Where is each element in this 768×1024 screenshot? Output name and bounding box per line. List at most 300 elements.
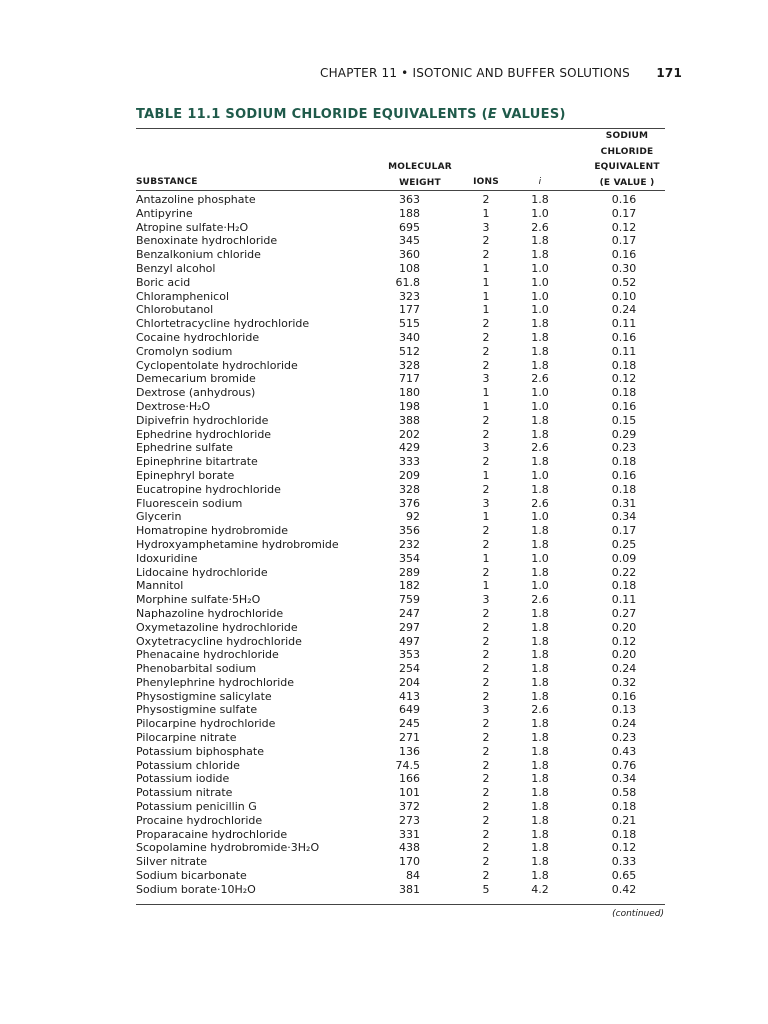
e-value-cell: 0.13 — [611, 703, 637, 717]
molecular-weight-cell: 649 — [399, 703, 420, 717]
e-value-cell: 0.18 — [611, 455, 637, 469]
substance-cell: Dipivefrin hydrochloride — [136, 413, 269, 427]
table-row — [0, 759, 768, 773]
e-value-cell: 0.58 — [611, 786, 637, 800]
table-title-suffix: VALUES) — [497, 107, 566, 122]
e-value-cell: 0.20 — [611, 620, 637, 634]
i-cell: 1.8 — [531, 869, 549, 883]
column-header-nacl-line2: CHLORIDE — [600, 146, 654, 157]
molecular-weight-cell: 354 — [399, 551, 420, 565]
ions-cell: 2 — [482, 606, 490, 620]
e-value-cell: 0.10 — [611, 289, 637, 303]
ions-cell: 2 — [482, 482, 490, 496]
e-value-cell: 0.42 — [611, 882, 637, 896]
substance-cell: Pilocarpine nitrate — [136, 731, 237, 745]
ions-cell: 1 — [482, 275, 490, 289]
column-header-nacl-line1: SODIUM — [605, 131, 649, 141]
ions-cell: 3 — [482, 372, 490, 386]
table-title — [136, 107, 566, 122]
molecular-weight-cell: 360 — [399, 248, 420, 262]
substance-cell: Potassium biphosphate — [136, 744, 264, 758]
column-header-nacl-equivalent — [588, 129, 666, 191]
substance-cell: Benzyl alcohol — [136, 261, 216, 275]
molecular-weight-cell: 170 — [399, 855, 420, 869]
molecular-weight-cell: 84 — [406, 869, 420, 883]
table-row — [0, 538, 768, 552]
substance-cell: Boric acid — [136, 275, 191, 289]
substance-cell: Glycerin — [136, 510, 182, 524]
molecular-weight-cell: 74.5 — [395, 758, 420, 772]
table-row — [0, 359, 768, 373]
e-value-cell: 0.24 — [611, 717, 637, 731]
i-cell: 2.6 — [531, 220, 549, 234]
i-cell: 1.8 — [531, 758, 549, 772]
e-value-cell: 0.09 — [611, 551, 637, 565]
e-value-cell: 0.12 — [611, 372, 637, 386]
table-row — [0, 483, 768, 497]
ions-cell: 2 — [482, 675, 490, 689]
substance-cell: Sodium bicarbonate — [136, 869, 247, 883]
molecular-weight-cell: 273 — [399, 813, 420, 827]
e-value-cell: 0.18 — [611, 800, 637, 814]
i-cell: 1.8 — [531, 620, 549, 634]
running-header — [0, 66, 768, 82]
molecular-weight-cell: 356 — [399, 524, 420, 538]
ions-cell: 2 — [482, 869, 490, 883]
e-value-cell: 0.24 — [611, 662, 637, 676]
substance-cell: Chlortetracycline hydrochloride — [136, 317, 310, 331]
e-value-cell: 0.12 — [611, 634, 637, 648]
ions-cell: 1 — [482, 399, 490, 413]
molecular-weight-cell: 328 — [399, 482, 420, 496]
i-cell: 1.8 — [531, 524, 549, 538]
i-cell: 1.8 — [531, 744, 549, 758]
e-value-cell: 0.18 — [611, 579, 637, 593]
table-row — [0, 883, 768, 897]
e-value-cell: 0.11 — [611, 593, 637, 607]
substance-cell: Hydroxyamphetamine hydrobromide — [136, 537, 339, 551]
i-cell: 1.8 — [531, 358, 549, 372]
molecular-weight-cell: 188 — [399, 206, 420, 220]
molecular-weight-cell: 381 — [399, 882, 420, 896]
table-row — [0, 248, 768, 262]
e-value-cell: 0.16 — [611, 468, 637, 482]
page-number: 171 — [656, 66, 682, 80]
table-row — [0, 428, 768, 442]
ions-cell: 3 — [482, 593, 490, 607]
molecular-weight-cell: 429 — [399, 441, 420, 455]
e-value-cell: 0.16 — [611, 689, 637, 703]
table-row — [0, 262, 768, 276]
molecular-weight-cell: 108 — [399, 261, 420, 275]
e-value-cell: 0.11 — [611, 317, 637, 331]
substance-cell: Cocaine hydrochloride — [136, 330, 260, 344]
molecular-weight-cell: 92 — [406, 510, 420, 524]
table-row — [0, 400, 768, 414]
column-header-nacl-line4: (E VALUE ) — [599, 177, 655, 188]
i-cell: 1.0 — [531, 386, 549, 400]
table-row — [0, 497, 768, 511]
i-cell: 1.0 — [531, 551, 549, 565]
e-value-cell: 0.23 — [611, 731, 637, 745]
substance-cell: Sodium borate·10H₂O — [136, 882, 256, 896]
molecular-weight-cell: 497 — [399, 634, 420, 648]
i-cell: 1.8 — [531, 234, 549, 248]
ions-cell: 3 — [482, 703, 490, 717]
molecular-weight-cell: 61.8 — [395, 275, 420, 289]
substance-cell: Epinephrine bitartrate — [136, 455, 258, 469]
substance-cell: Chlorobutanol — [136, 303, 214, 317]
ions-cell: 2 — [482, 234, 490, 248]
i-cell: 1.8 — [531, 786, 549, 800]
substance-cell: Mannitol — [136, 579, 184, 593]
table-row — [0, 331, 768, 345]
ions-cell: 2 — [482, 427, 490, 441]
chapter-title: CHAPTER 11 • ISOTONIC AND BUFFER SOLUTIONS — [319, 66, 630, 80]
molecular-weight-cell: 198 — [399, 399, 420, 413]
ions-cell: 2 — [482, 662, 490, 676]
table-row — [0, 207, 768, 221]
substance-cell: Phenacaine hydrochloride — [136, 648, 279, 662]
table-row — [0, 372, 768, 386]
molecular-weight-cell: 328 — [399, 358, 420, 372]
e-value-cell: 0.17 — [611, 234, 637, 248]
molecular-weight-cell: 695 — [399, 220, 420, 234]
ions-cell: 2 — [482, 524, 490, 538]
i-cell: 1.0 — [531, 275, 549, 289]
table-bottom-rule — [136, 904, 665, 905]
e-value-cell: 0.34 — [611, 772, 637, 786]
table-row — [0, 290, 768, 304]
ions-cell: 1 — [482, 261, 490, 275]
table-row — [0, 593, 768, 607]
substance-cell: Proparacaine hydrochloride — [136, 827, 288, 841]
ions-cell: 2 — [482, 330, 490, 344]
table-row — [0, 455, 768, 469]
i-cell: 1.8 — [531, 413, 549, 427]
molecular-weight-cell: 515 — [399, 317, 420, 331]
column-header-mw-line1: MOLECULAR — [388, 162, 452, 172]
table-row — [0, 745, 768, 759]
i-cell: 1.8 — [531, 634, 549, 648]
i-cell: 1.0 — [531, 261, 549, 275]
ions-cell: 2 — [482, 634, 490, 648]
substance-cell: Idoxuridine — [136, 551, 198, 565]
e-value-cell: 0.16 — [611, 248, 637, 262]
molecular-weight-cell: 166 — [399, 772, 420, 786]
i-cell: 1.8 — [531, 455, 549, 469]
i-cell: 1.8 — [531, 827, 549, 841]
table-row — [0, 662, 768, 676]
table-row — [0, 841, 768, 855]
table-row — [0, 441, 768, 455]
table-row — [0, 469, 768, 483]
i-cell: 1.0 — [531, 468, 549, 482]
table-row — [0, 524, 768, 538]
ions-cell: 2 — [482, 358, 490, 372]
ions-cell: 3 — [482, 441, 490, 455]
i-cell: 1.8 — [531, 427, 549, 441]
e-value-cell: 0.65 — [611, 869, 637, 883]
ions-cell: 2 — [482, 248, 490, 262]
table-row — [0, 607, 768, 621]
substance-cell: Physostigmine sulfate — [136, 703, 258, 717]
molecular-weight-cell: 271 — [399, 731, 420, 745]
substance-cell: Naphazoline hydrochloride — [136, 606, 284, 620]
molecular-weight-cell: 353 — [399, 648, 420, 662]
table-row — [0, 648, 768, 662]
e-value-cell: 0.29 — [611, 427, 637, 441]
i-cell: 1.8 — [531, 855, 549, 869]
e-value-cell: 0.12 — [611, 220, 637, 234]
substance-cell: Potassium nitrate — [136, 786, 233, 800]
ions-cell: 2 — [482, 855, 490, 869]
molecular-weight-cell: 340 — [399, 330, 420, 344]
e-value-cell: 0.18 — [611, 827, 637, 841]
e-value-cell: 0.18 — [611, 386, 637, 400]
table-row — [0, 869, 768, 883]
e-value-cell: 0.17 — [611, 206, 637, 220]
i-cell: 1.8 — [531, 841, 549, 855]
ions-cell: 3 — [482, 220, 490, 234]
i-cell: 1.0 — [531, 510, 549, 524]
i-cell: 1.0 — [531, 399, 549, 413]
table-row — [0, 786, 768, 800]
substance-cell: Cromolyn sodium — [136, 344, 233, 358]
ions-cell: 1 — [482, 510, 490, 524]
i-cell: 1.8 — [531, 675, 549, 689]
table-row — [0, 717, 768, 731]
substance-cell: Physostigmine salicylate — [136, 689, 272, 703]
substance-cell: Oxytetracycline hydrochloride — [136, 634, 302, 648]
i-cell: 1.8 — [531, 731, 549, 745]
ions-cell: 1 — [482, 303, 490, 317]
ions-cell: 2 — [482, 758, 490, 772]
table-row — [0, 621, 768, 635]
column-header-mw-line2: WEIGHT — [399, 177, 441, 188]
ions-cell: 2 — [482, 648, 490, 662]
molecular-weight-cell: 182 — [399, 579, 420, 593]
molecular-weight-cell: 254 — [399, 662, 420, 676]
molecular-weight-cell: 289 — [399, 565, 420, 579]
table-row — [0, 193, 768, 207]
ions-cell: 2 — [482, 744, 490, 758]
substance-cell: Antipyrine — [136, 206, 193, 220]
substance-cell: Silver nitrate — [136, 855, 208, 869]
substance-cell: Antazoline phosphate — [136, 193, 256, 206]
substance-cell: Phenobarbital sodium — [136, 662, 257, 676]
substance-cell: Atropine sulfate·H₂O — [136, 220, 249, 234]
table-body — [0, 193, 768, 897]
ions-cell: 1 — [482, 468, 490, 482]
substance-cell: Fluorescein sodium — [136, 496, 243, 510]
e-value-cell: 0.22 — [611, 565, 637, 579]
i-cell: 2.6 — [531, 441, 549, 455]
ions-cell: 2 — [482, 620, 490, 634]
e-value-cell: 0.23 — [611, 441, 637, 455]
substance-cell: Ephedrine hydrochloride — [136, 427, 272, 441]
substance-cell: Potassium iodide — [136, 772, 230, 786]
ions-cell: 1 — [482, 579, 490, 593]
ions-cell: 1 — [482, 289, 490, 303]
ions-cell: 2 — [482, 565, 490, 579]
molecular-weight-cell: 180 — [399, 386, 420, 400]
table-row — [0, 317, 768, 331]
substance-cell: Dextrose (anhydrous) — [136, 386, 256, 400]
ions-cell: 2 — [482, 344, 490, 358]
ions-cell: 2 — [482, 193, 490, 206]
e-value-cell: 0.33 — [611, 855, 637, 869]
molecular-weight-cell: 323 — [399, 289, 420, 303]
substance-cell: Potassium chloride — [136, 758, 240, 772]
table-row — [0, 855, 768, 869]
table-row — [0, 345, 768, 359]
i-cell: 2.6 — [531, 372, 549, 386]
table-row — [0, 772, 768, 786]
i-cell: 1.0 — [531, 579, 549, 593]
i-cell: 1.0 — [531, 206, 549, 220]
table-row — [0, 552, 768, 566]
table-row — [0, 386, 768, 400]
table-row — [0, 800, 768, 814]
i-cell: 1.8 — [531, 689, 549, 703]
i-cell: 1.8 — [531, 772, 549, 786]
substance-cell: Chloramphenicol — [136, 289, 230, 303]
i-cell: 1.8 — [531, 193, 549, 206]
table-row — [0, 703, 768, 717]
ions-cell: 2 — [482, 786, 490, 800]
i-cell: 1.8 — [531, 330, 549, 344]
i-cell: 2.6 — [531, 593, 549, 607]
ions-cell: 2 — [482, 537, 490, 551]
ions-cell: 2 — [482, 731, 490, 745]
molecular-weight-cell: 717 — [399, 372, 420, 386]
table-title-italic: E — [487, 107, 498, 122]
e-value-cell: 0.31 — [611, 496, 637, 510]
substance-cell: Morphine sulfate·5H₂O — [136, 593, 261, 607]
substance-cell: Procaine hydrochloride — [136, 813, 263, 827]
table-row — [0, 303, 768, 317]
substance-cell: Phenylephrine hydrochloride — [136, 675, 295, 689]
i-cell: 1.8 — [531, 537, 549, 551]
table-row — [0, 676, 768, 690]
e-value-cell: 0.18 — [611, 482, 637, 496]
molecular-weight-cell: 333 — [399, 455, 420, 469]
column-header-molecular-weight — [376, 160, 464, 191]
i-cell: 4.2 — [531, 882, 549, 896]
substance-cell: Homatropine hydrobromide — [136, 524, 289, 538]
table-row — [0, 731, 768, 745]
e-value-cell: 0.32 — [611, 675, 637, 689]
e-value-cell: 0.43 — [611, 744, 637, 758]
table-header-rule — [136, 190, 665, 191]
molecular-weight-cell: 297 — [399, 620, 420, 634]
substance-cell: Potassium penicillin G — [136, 800, 257, 814]
substance-cell: Dextrose·H₂O — [136, 399, 211, 413]
table-title-prefix: TABLE 11.1 SODIUM CHLORIDE EQUIVALENTS ( — [136, 107, 488, 122]
ions-cell: 2 — [482, 800, 490, 814]
table-top-rule — [136, 128, 665, 129]
ions-cell: 2 — [482, 455, 490, 469]
molecular-weight-cell: 177 — [399, 303, 420, 317]
ions-cell: 1 — [482, 206, 490, 220]
e-value-cell: 0.52 — [611, 275, 637, 289]
ions-cell: 1 — [482, 551, 490, 565]
e-value-cell: 0.34 — [611, 510, 637, 524]
ions-cell: 2 — [482, 827, 490, 841]
ions-cell: 1 — [482, 386, 490, 400]
i-cell: 1.8 — [531, 482, 549, 496]
molecular-weight-cell: 372 — [399, 800, 420, 814]
table-row — [0, 635, 768, 649]
molecular-weight-cell: 209 — [399, 468, 420, 482]
molecular-weight-cell: 438 — [399, 841, 420, 855]
e-value-cell: 0.11 — [611, 344, 637, 358]
continued-note: (continued) — [612, 909, 664, 919]
i-cell: 1.8 — [531, 800, 549, 814]
molecular-weight-cell: 247 — [399, 606, 420, 620]
e-value-cell: 0.15 — [611, 413, 637, 427]
e-value-cell: 0.24 — [611, 303, 637, 317]
i-cell: 1.8 — [531, 606, 549, 620]
substance-cell: Pilocarpine hydrochloride — [136, 717, 276, 731]
column-header-substance: SUBSTANCE — [136, 177, 198, 187]
e-value-cell: 0.30 — [611, 261, 637, 275]
molecular-weight-cell: 136 — [399, 744, 420, 758]
i-cell: 1.0 — [531, 303, 549, 317]
ions-cell: 5 — [482, 882, 490, 896]
molecular-weight-cell: 202 — [399, 427, 420, 441]
i-cell: 1.8 — [531, 813, 549, 827]
molecular-weight-cell: 345 — [399, 234, 420, 248]
substance-cell: Oxymetazoline hydrochloride — [136, 620, 298, 634]
i-cell: 1.8 — [531, 662, 549, 676]
column-header-nacl-line3: EQUIVALENT — [594, 162, 660, 172]
ions-cell: 2 — [482, 413, 490, 427]
e-value-cell: 0.12 — [611, 841, 637, 855]
e-value-cell: 0.17 — [611, 524, 637, 538]
ions-cell: 2 — [482, 813, 490, 827]
e-value-cell: 0.76 — [611, 758, 637, 772]
table-row — [0, 234, 768, 248]
molecular-weight-cell: 331 — [399, 827, 420, 841]
e-value-cell: 0.25 — [611, 537, 637, 551]
e-value-cell: 0.16 — [611, 330, 637, 344]
table-row — [0, 814, 768, 828]
substance-cell: Benzalkonium chloride — [136, 248, 261, 262]
table-row — [0, 414, 768, 428]
column-header-ions: IONS — [473, 177, 499, 187]
e-value-cell: 0.16 — [611, 193, 637, 206]
i-cell: 2.6 — [531, 703, 549, 717]
i-cell: 1.8 — [531, 648, 549, 662]
substance-cell: Eucatropine hydrochloride — [136, 482, 281, 496]
table-row — [0, 566, 768, 580]
molecular-weight-cell: 759 — [399, 593, 420, 607]
e-value-cell: 0.27 — [611, 606, 637, 620]
molecular-weight-cell: 388 — [399, 413, 420, 427]
i-cell: 1.8 — [531, 248, 549, 262]
substance-cell: Epinephryl borate — [136, 468, 235, 482]
table-row — [0, 579, 768, 593]
substance-cell: Demecarium bromide — [136, 372, 256, 386]
molecular-weight-cell: 363 — [399, 193, 420, 206]
e-value-cell: 0.20 — [611, 648, 637, 662]
substance-cell: Benoxinate hydrochloride — [136, 234, 278, 248]
i-cell: 1.8 — [531, 565, 549, 579]
molecular-weight-cell: 245 — [399, 717, 420, 731]
i-cell: 1.8 — [531, 317, 549, 331]
